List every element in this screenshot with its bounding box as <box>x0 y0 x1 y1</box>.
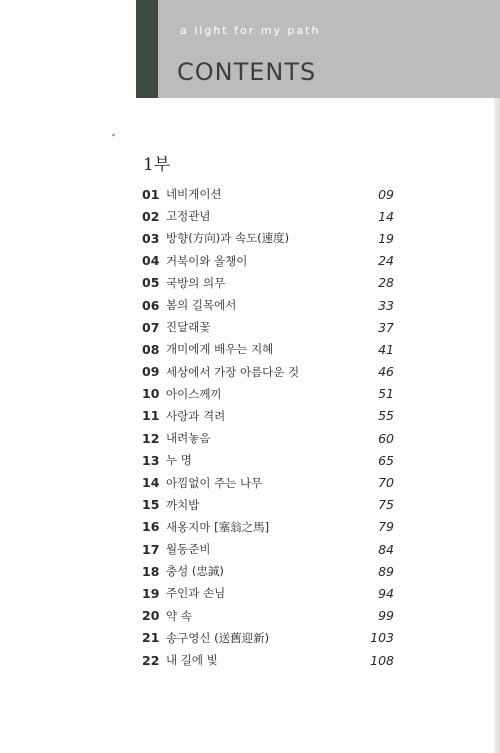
toc-entry-page: 84 <box>378 541 394 557</box>
toc-entry-title: 새옹지마 [塞翁之馬] <box>166 519 270 534</box>
contents-title: CONTENTS <box>177 58 317 86</box>
toc-entry-page: 65 <box>378 452 394 468</box>
toc-entry-page: 46 <box>378 364 394 380</box>
toc-entry-number: 18 <box>142 563 160 579</box>
toc-entry-title: 아낌없이 주는 나무 <box>166 475 263 490</box>
toc-entry-title: 까치밥 <box>166 497 200 512</box>
toc-entry-number: 21 <box>142 630 160 646</box>
toc-entry-title: 네비게이션 <box>166 187 222 202</box>
toc-entry[interactable] <box>142 227 394 249</box>
toc-entry-page: 99 <box>378 608 394 624</box>
toc-entry-title: 충성 (忠誠) <box>166 564 224 579</box>
toc-entry[interactable] <box>142 449 394 471</box>
toc-entry[interactable] <box>142 250 394 272</box>
page-edge-shadow <box>494 0 500 753</box>
toc-entry[interactable] <box>142 183 394 205</box>
toc-entry-title: 아이스께끼 <box>166 386 222 401</box>
toc-entry[interactable] <box>142 361 394 383</box>
toc-entry[interactable] <box>142 294 394 316</box>
toc-entry-number: 19 <box>142 585 160 601</box>
toc-entry[interactable] <box>142 471 394 493</box>
scan-speck <box>112 134 116 137</box>
toc-entry-number: 03 <box>142 230 160 246</box>
toc-entry-title: 내 길에 빛 <box>166 653 218 668</box>
toc-entry-title: 누 명 <box>166 453 192 468</box>
toc-entry[interactable] <box>142 272 394 294</box>
toc-entry-title: 고정관념 <box>166 209 211 224</box>
toc-entry-number: 11 <box>142 408 160 424</box>
toc-entry-title: 약 속 <box>166 608 192 623</box>
toc-entry-title: 개미에게 배우는 지혜 <box>166 342 274 357</box>
toc-entry-number: 14 <box>142 475 160 491</box>
toc-entry-number: 22 <box>142 652 160 668</box>
toc-entry-page: 09 <box>378 186 394 202</box>
toc-entry-title: 내려놓음 <box>166 431 211 446</box>
toc-entry-number: 09 <box>142 364 160 380</box>
toc-entry[interactable] <box>142 316 394 338</box>
toc-entry-title: 송구영신 (送舊迎新) <box>166 630 270 645</box>
toc-entry-number: 08 <box>142 341 160 357</box>
toc-entry[interactable] <box>142 605 394 627</box>
toc-entry[interactable] <box>142 338 394 360</box>
toc-entry-number: 02 <box>142 208 160 224</box>
toc-entry-page: 51 <box>378 386 394 402</box>
toc-entry[interactable] <box>142 383 394 405</box>
toc-entry-title: 국방의 의무 <box>166 275 226 290</box>
toc-entry-title: 주인과 손님 <box>166 586 226 601</box>
toc-entry-title: 월동준비 <box>166 542 211 557</box>
toc-entry-page: 75 <box>378 497 394 513</box>
toc-entry[interactable] <box>142 205 394 227</box>
toc-entry-page: 37 <box>378 319 394 335</box>
toc-entry-page: 14 <box>378 208 394 224</box>
part-title: 1부 <box>143 155 171 175</box>
toc-entry-page: 33 <box>378 297 394 313</box>
toc-entry[interactable] <box>142 627 394 649</box>
toc-entry[interactable] <box>142 516 394 538</box>
toc-entry[interactable] <box>142 538 394 560</box>
toc-entry-page: 108 <box>370 652 394 668</box>
toc-entry-number: 05 <box>142 275 160 291</box>
toc-entry[interactable] <box>142 560 394 582</box>
toc-entry[interactable] <box>142 405 394 427</box>
toc-entry-number: 20 <box>142 608 160 624</box>
toc-entry-page: 55 <box>378 408 394 424</box>
toc-entry-page: 89 <box>378 563 394 579</box>
toc-entry-number: 15 <box>142 497 160 513</box>
header-tagline: a light for my path <box>180 24 321 37</box>
toc-entry-number: 16 <box>142 519 160 535</box>
toc-entry-number: 10 <box>142 386 160 402</box>
toc-entry-title: 진달래꽃 <box>166 320 211 335</box>
toc-entry-number: 04 <box>142 253 160 269</box>
toc-entry-page: 60 <box>378 430 394 446</box>
toc-entry[interactable] <box>142 649 394 671</box>
toc-entry-page: 70 <box>378 475 394 491</box>
toc-entry-number: 06 <box>142 297 160 313</box>
toc-entry[interactable] <box>142 494 394 516</box>
toc-entry-title: 봄의 길목에서 <box>166 298 237 313</box>
toc-entry-page: 94 <box>378 585 394 601</box>
header-accent-bar <box>136 0 158 98</box>
toc-entry-page: 103 <box>370 630 394 646</box>
toc-entry-number: 01 <box>142 186 160 202</box>
toc-entry[interactable] <box>142 582 394 604</box>
toc-entry-page: 41 <box>378 341 394 357</box>
toc-entry-number: 07 <box>142 319 160 335</box>
toc-entry-number: 17 <box>142 541 160 557</box>
toc-entry-number: 13 <box>142 452 160 468</box>
toc-entry-page: 24 <box>378 253 394 269</box>
toc-entry-title: 방향(方向)과 속도(速度) <box>166 231 290 246</box>
table-of-contents <box>142 183 394 671</box>
toc-entry-page: 19 <box>378 230 394 246</box>
toc-entry-title: 사랑과 격려 <box>166 408 226 423</box>
toc-entry-number: 12 <box>142 430 160 446</box>
toc-entry-title: 세상에서 가장 아름다운 것 <box>166 364 300 379</box>
toc-entry-page: 28 <box>378 275 394 291</box>
toc-entry-title: 거북이와 올챙이 <box>166 253 248 268</box>
toc-entry[interactable] <box>142 427 394 449</box>
toc-entry-page: 79 <box>378 519 394 535</box>
